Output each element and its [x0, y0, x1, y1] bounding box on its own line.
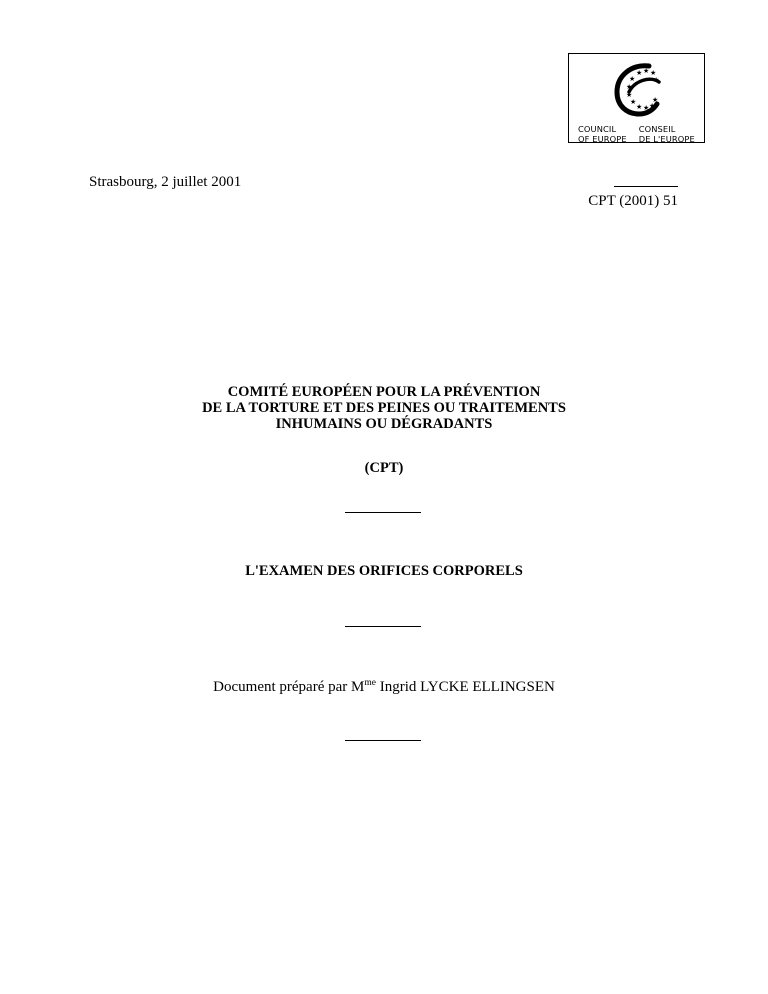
logo-english-text: COUNCIL OF EUROPE	[578, 124, 627, 144]
svg-text:★: ★	[653, 76, 660, 84]
svg-text:★: ★	[630, 98, 637, 106]
committee-acronym: (CPT)	[364, 460, 404, 476]
title-line: INHUMAINS OU DÉGRADANTS	[275, 416, 493, 432]
logo-french-text: CONSEIL DE L'EUROPE	[638, 124, 695, 144]
svg-text:★: ★	[650, 69, 657, 77]
reference-rule	[614, 186, 678, 187]
council-of-europe-emblem-icon	[609, 62, 667, 118]
committee-title	[0, 384, 768, 432]
svg-text:★: ★	[626, 83, 633, 91]
section-divider	[345, 512, 421, 513]
svg-text:★: ★	[629, 75, 636, 83]
council-of-europe-logo	[568, 53, 705, 143]
svg-text:★: ★	[636, 69, 643, 77]
place-date: Strasbourg, 2 juillet 2001	[89, 174, 242, 190]
title-line: COMITÉ EUROPÉEN POUR LA PRÉVENTION	[227, 384, 541, 400]
svg-text:★: ★	[649, 102, 656, 110]
svg-text:★: ★	[636, 103, 643, 111]
prepared-by: Document préparé par $M^{me}$ Ingrid LYCKE ELLINGSEN	[213, 678, 555, 695]
section-divider	[345, 626, 421, 627]
document-reference: CPT (2001) 51	[588, 193, 678, 209]
svg-text:★: ★	[643, 104, 650, 112]
svg-text:★: ★	[643, 67, 650, 75]
svg-text:★: ★	[652, 96, 659, 104]
title-line: DE LA TORTURE ET DES PEINES OU TRAITEMENTS	[202, 400, 566, 416]
document-subject: L'EXAMEN DES ORIFICES CORPORELS	[245, 563, 523, 579]
svg-text:★: ★	[626, 91, 633, 99]
section-divider	[345, 740, 421, 741]
